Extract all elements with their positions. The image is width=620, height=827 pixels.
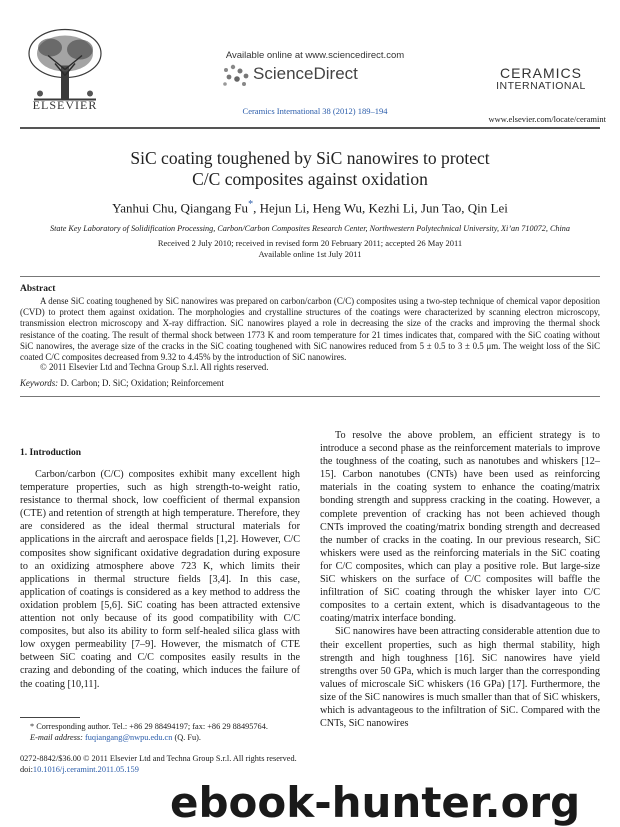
email-suffix: (Q. Fu). [174,732,201,742]
journal-url-link[interactable]: www.elsevier.com/locate/ceramint [488,114,606,124]
author-list [40,199,580,216]
corresponding-author-footnote [20,722,310,743]
intro-paragraph-2: To resolve the above problem, an efficient strategy is to introduce a second phase as the reinforcement materials to improve the toughness of the coating, such as nanotubes and whiskers [12–15]. Carbon nanotubes (CNTs) have been used as reinforcing materials in the coating system to enhance the coating/matrix bonding strength and suppress cracking in the coating. However, a complete prevention of cracking has not been achieved though CNTs improved the coating/matrix bonding strength and decreased the number of cracks in the coating. In our previous research, SiC whiskers were used as the reinforcing materials in the SiC coating for C/C composites, which can play a positive role. But large-size SiC whiskers on the surface of C/C composites will baffle the infiltration of SiC coating through the whisker layer into C/C composites to a certain extent, which is disadvantageous to the coating/matrix interface bonding. [320,430,600,625]
left-column-text [20,468,300,691]
email-line [20,733,310,744]
issn-doi-block [20,754,350,775]
abstract-bottom-divider [20,396,600,397]
abstract-top-divider [20,276,600,277]
abstract-text: A dense SiC coating toughened by SiC nanowires was prepared on carbon/carbon (C/C) composites using a two-step technique of chemical vapor deposition (CVD) to protect them against oxidation. The morphologies and crystalline structures of the coatings were characterized by scanning electron microscopy, transmission electron microscopy and X-ray diffraction. SiC nanowires played a role in decreasing the size of the cracks and improving the thermal shock resistance of the coating. The result of thermal shock between 1773 K and room temperature for 21 times indicates that, compared with the SiC coating without SiC nanowires, the average size of the cracks in the SiC coating toughened with SiC nanowires reduced from 5 ± 0.5 to 3 ± 0.5 μm. The weight loss of the SiC coated C/C composites decreased from 9.32 to 4.45% by the introduction of SiC nanowires. [20,296,600,363]
journal-reference-link[interactable]: Ceramics International 38 (2012) 189–194 [242,106,388,116]
sciencedirect-wordmark: ScienceDirect [253,64,358,83]
doi-link[interactable]: 10.1016/j.ceramint.2011.05.159 [32,764,139,774]
authors-first: Yanhui Chu, Qiangang Fu [112,200,249,216]
article-title [40,148,580,190]
online-date: Available online 1st July 2011 [258,249,362,259]
affiliation: State Key Laboratory of Solidification Processing, Carbon/Carbon Composites Research Center, Northwestern Polytechnical University, Xi’an 710072, China [50,224,570,233]
keywords-values: D. Carbon; D. SiC; Oxidation; Reinforcement [60,378,224,388]
title-line-1: SiC coating toughened by SiC nanowires to protect [130,148,490,168]
email-link[interactable]: fuqiangang@nwpu.edu.cn [85,732,173,742]
publisher-wordmark: ELSEVIER [32,98,98,112]
watermark-text: ebook-hunter.org [170,778,581,827]
keywords-label: Keywords: [20,378,59,388]
footnote-divider [20,717,80,718]
section-heading-introduction: 1. Introduction [20,448,82,458]
corresponding-author-mark[interactable]: * [248,199,254,210]
right-column-text [320,429,600,730]
journal-name-line2: INTERNATIONAL [496,79,586,92]
received-dates: Received 2 July 2010; received in revised form 20 February 2011; accepted 26 May 2011 [157,238,463,248]
journal-name-line1: CERAMICS [500,65,582,81]
authors-rest: , Hejun Li, Heng Wu, Kezhi Li, Jun Tao, Qin Lei [253,200,508,216]
intro-paragraph-3: SiC nanowires have been attracting considerable attention due to their excellent properties, such as high thermal stability, high strength and high toughness [16]. SiC nanowires have yield strengths over 50 GPa, which is much larger than the corresponding values of microscale SiC whiskers (16 GPa) [17]. Furthermore, the size of the SiC nanowires is much smaller than that of SiC whiskers, which is advantageous to the infiltration of SiC. Compared with the CNTs, SiC nanowires [320,626,600,730]
abstract-copyright: © 2011 Elsevier Ltd and Techna Group S.r.l. All rights reserved. [40,362,269,372]
keywords-line [20,378,600,388]
corresponding-author-contact: * Corresponding author. Tel.: +86 29 88494197; fax: +86 29 88495764. [30,722,268,731]
journal-logo-text [476,66,606,92]
intro-paragraph-1: Carbon/carbon (C/C) composites exhibit many excellent high temperature properties, such as high strength-to-weight ratio, resistance to thermal shock, low coefficient of thermal expansion (CTE) and retention of strength at high temperature. Therefore, they are considered as the ideal thermal structural materials for applications in the aircraft and aerospace fields [1,2]. However, C/C composites show significant oxidative degradation during exposure to an oxidizing atmosphere above 723 K, which limits their applications in thermal structure fields [3,4]. In this case, application of coatings is considered as a key method to address the oxidation problem [5,6]. SiC coating has been attracted extensive attention not only because of its good compatibility with C/C composites, but also its ability to form self-healed silica glass with low oxygen permeability [7–9]. However, the mismatch of CTE between SiC coating and C/C composites easily results in the crazing and debonding of the coating, which induces the failure of the coating [10,11]. [20,469,300,690]
email-label: E-mail address: [30,732,83,742]
abstract-heading: Abstract [20,284,56,294]
available-online-text: Available online at www.sciencedirect.com [225,50,405,61]
doi-line [20,765,350,776]
header-divider [20,127,600,129]
issn-line: 0272-8842/$36.00 © 2011 Elsevier Ltd and Techna Group S.r.l. All rights reserved. [20,754,297,763]
title-line-2: C/C composites against oxidation [192,169,428,189]
doi-label: doi: [20,764,33,774]
